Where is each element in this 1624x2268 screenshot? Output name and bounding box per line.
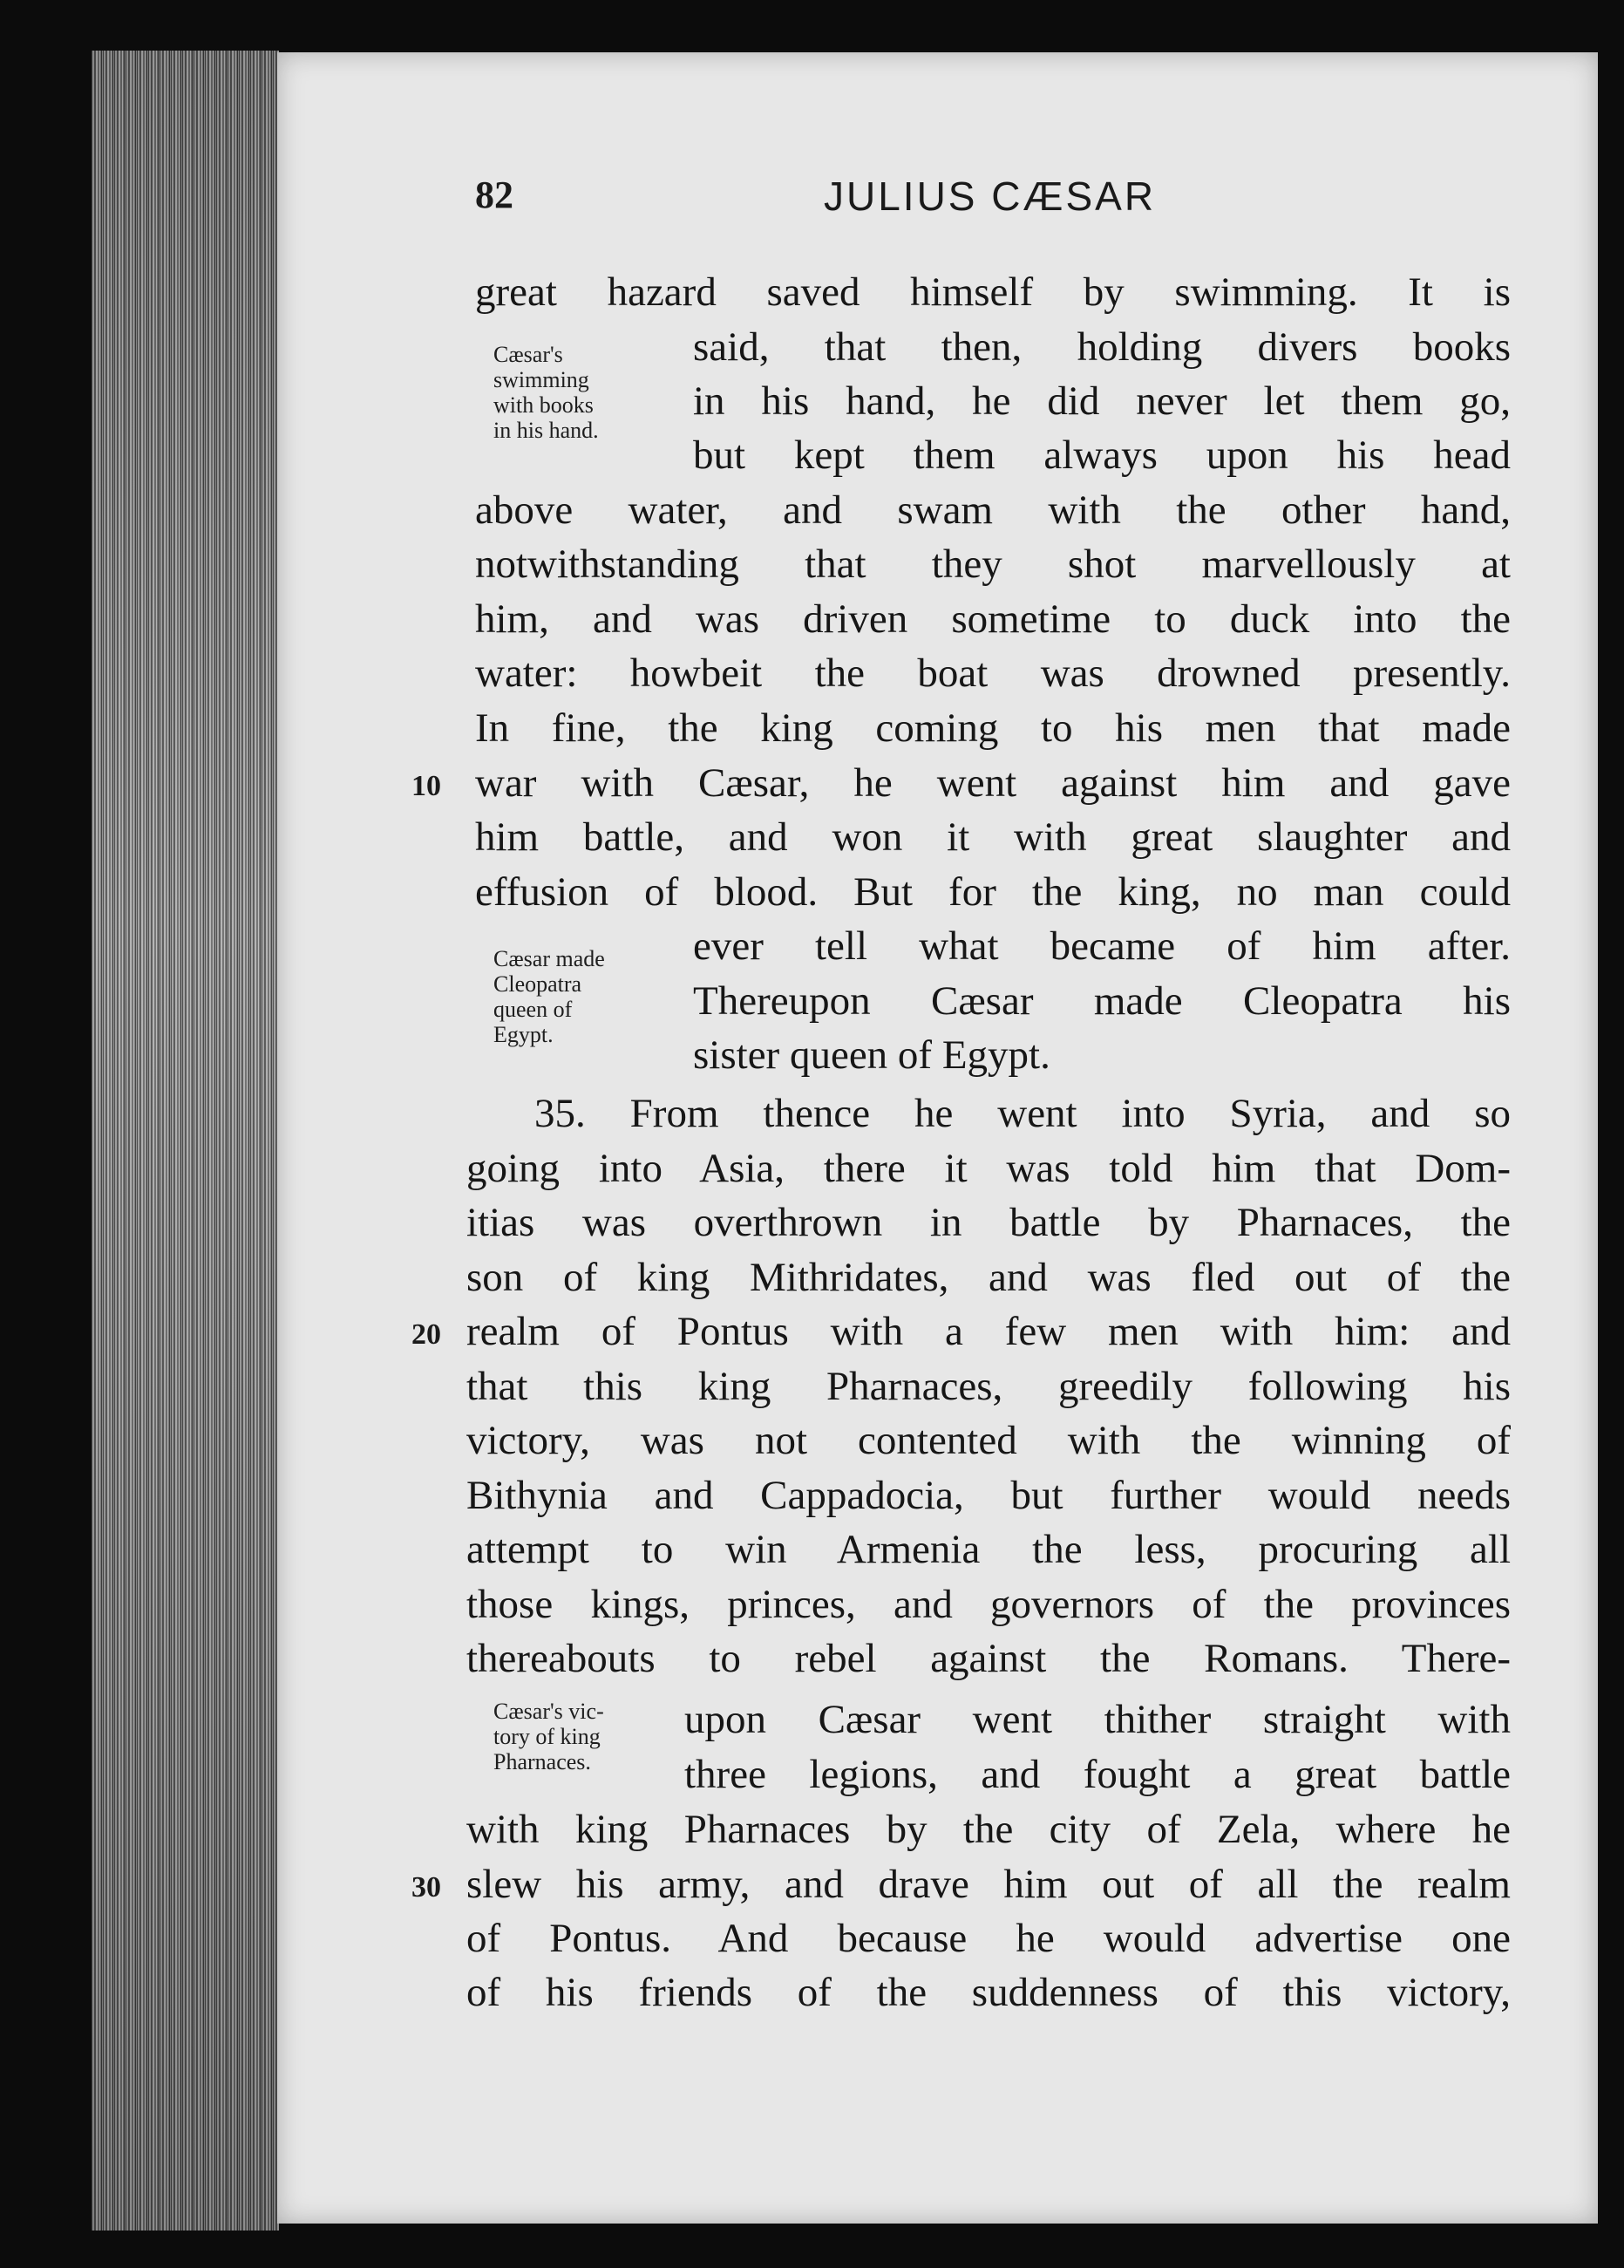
text-line: realm of Pontus with a few men with him: and (466, 1309, 1511, 1354)
text-line: victory, was not contented with the winning of (466, 1418, 1511, 1463)
line-number: 30 (411, 1871, 441, 1904)
text-line: effusion of blood. But for the king, no man could (475, 869, 1511, 915)
text-line: above water, and swam with the other hand, (475, 487, 1511, 533)
text-line: notwithstanding that they shot marvellously at (475, 541, 1511, 587)
text-line: war with Cæsar, he went against him and gave (475, 760, 1511, 806)
side-note-line: Cæsar's vic- (493, 1699, 604, 1724)
line-number: 20 (411, 1318, 441, 1351)
text-line: upon Cæsar went thither straight with (684, 1697, 1511, 1742)
text-line: son of king Mithridates, and was fled out of the (466, 1255, 1511, 1300)
text-line: thereabouts to rebel against the Romans. There- (466, 1636, 1511, 1681)
text-line: In fine, the king coming to his men that made (475, 705, 1511, 751)
text-line: said, that then, holding divers books (693, 324, 1511, 370)
text-line: but kept them always upon his head (693, 432, 1511, 478)
page-number: 82 (475, 174, 513, 216)
side-note-line: in his hand. (493, 418, 599, 443)
side-note (493, 1699, 668, 1774)
side-note-line: Cleopatra (493, 971, 582, 997)
text-line: going into Asia, there it was told him that Dom- (466, 1146, 1511, 1191)
side-note-line: queen of (493, 997, 573, 1022)
side-note-line: with books (493, 392, 594, 418)
text-line: him, and was driven sometime to duck into the (475, 596, 1511, 642)
text-line: with king Pharnaces by the city of Zela, where he (466, 1807, 1511, 1852)
text-line: in his hand, he did never let them go, (693, 378, 1511, 424)
text-line: slew his army, and drave him out of all the realm (466, 1862, 1511, 1907)
side-note-line: tory of king (493, 1724, 601, 1749)
running-head: JULIUS CÆSAR (824, 174, 1157, 219)
line-number: 10 (411, 770, 441, 802)
text-line: those kings, princes, and governors of the provinces (466, 1582, 1511, 1627)
side-note-line: swimming (493, 367, 589, 392)
text-line: attempt to win Armenia the less, procuring all (466, 1527, 1511, 1572)
text-line: Bithynia and Cappadocia, but further would needs (466, 1473, 1511, 1518)
text-line: of Pontus. And because he would advertise one (466, 1916, 1511, 1961)
side-note-line: Pharnaces. (493, 1749, 591, 1774)
side-note-line: Cæsar's (493, 342, 563, 367)
text-line: three legions, and fought a great battle (684, 1752, 1511, 1797)
text-line: sister queen of Egypt. (693, 1032, 1050, 1078)
text-line: that this king Pharnaces, greedily following his (466, 1364, 1511, 1409)
text-line: water: howbeit the boat was drowned presently. (475, 650, 1511, 696)
side-note (493, 342, 668, 443)
text-line: ever tell what became of him after. (693, 923, 1511, 969)
text-line: him battle, and won it with great slaughter and (475, 814, 1511, 860)
text-line: itias was overthrown in battle by Pharnaces, the (466, 1200, 1511, 1245)
side-note-line: Egypt. (493, 1022, 554, 1047)
text-line: Thereupon Cæsar made Cleopatra his (693, 978, 1511, 1024)
text-line: of his friends of the suddenness of this victory, (466, 1970, 1511, 2015)
side-note (493, 946, 668, 1047)
text-line: great hazard saved himself by swimming. It is (475, 269, 1511, 315)
side-note-line: Cæsar made (493, 946, 605, 971)
text-line: 35. From thence he went into Syria, and so (534, 1091, 1511, 1136)
